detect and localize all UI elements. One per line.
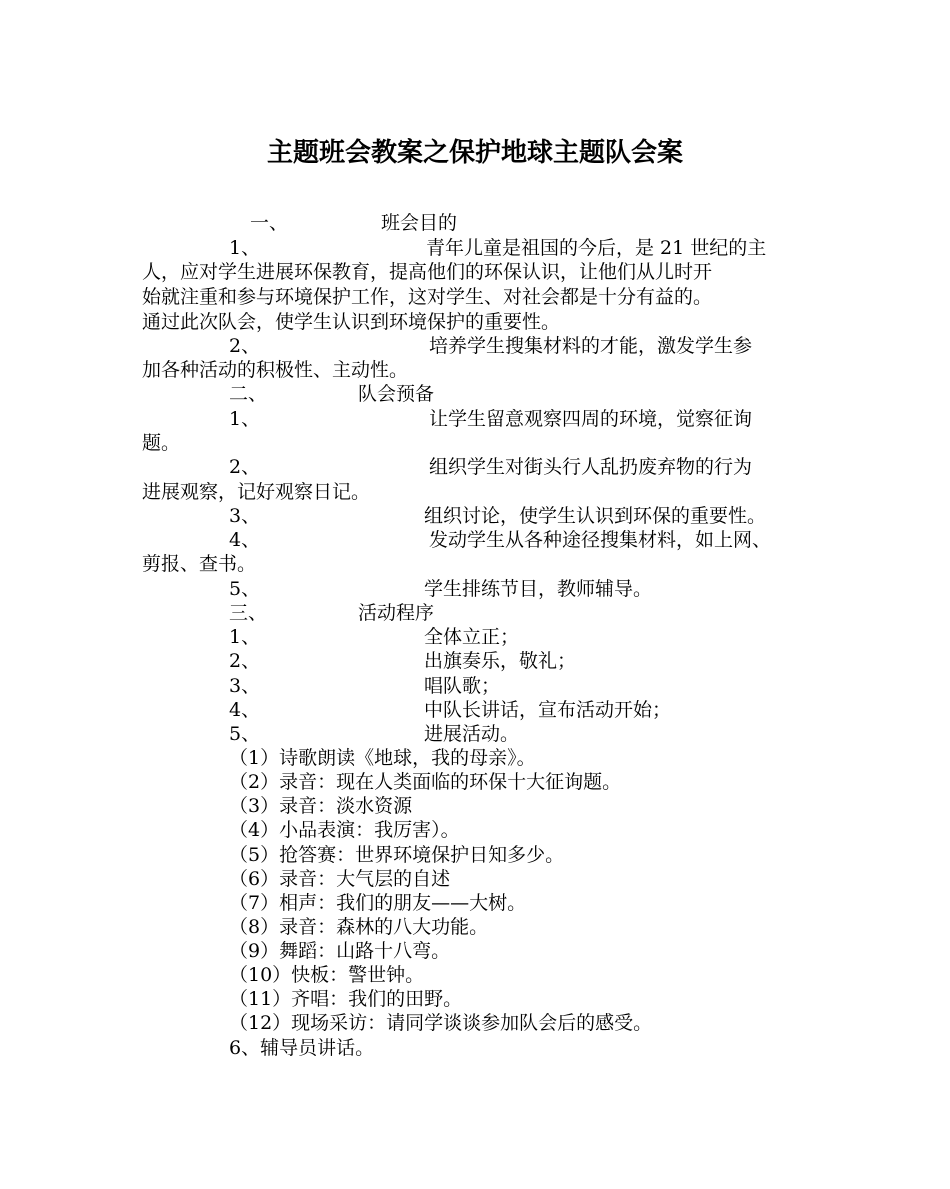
item-text-continued: 人，应对学生进展环保教育，提高他们的环保认识，让他们从儿时开: [142, 261, 713, 283]
item-number: 5、: [229, 578, 261, 600]
sub-item-text: （1）诗歌朗读《地球，我的母亲》。: [229, 747, 536, 769]
sub-item-text: （2）录音：现在人类面临的环保十大征询题。: [229, 771, 622, 793]
item-text: 出旗奏乐，敬礼；: [424, 650, 577, 672]
item-text-continued: 加各种活动的积极性、主动性。: [142, 359, 409, 381]
item-text-continued: 通过此次队会，使学生认识到环境保护的重要性。: [142, 311, 561, 333]
item-text-continued: 始就注重和参与环境保护工作，这对学生、对社会都是十分有益的。: [142, 286, 713, 308]
sub-item-text: （10）快板：警世钟。: [229, 964, 425, 986]
item-text: 全体立正；: [424, 626, 520, 648]
item-text-continued: 题。: [142, 432, 181, 454]
section-number: 三、: [229, 602, 268, 624]
section-heading: 班会目的: [381, 212, 458, 234]
item-number: 4、: [229, 529, 261, 551]
sub-item-text: （7）相声：我们的朋友——大树。: [229, 892, 527, 914]
item-text: 发动学生从各种途径搜集材料，如上网、: [429, 529, 772, 551]
item-text-continued: 进展观察，记好观察日记。: [142, 481, 371, 503]
sub-item-text: （3）录音：淡水资源: [229, 795, 413, 817]
item-text: 组织学生对街头行人乱扔废弃物的行为: [429, 456, 753, 478]
item-text: 进展活动。: [424, 723, 520, 745]
section-heading: 活动程序: [358, 602, 435, 624]
section-number: 二、: [229, 383, 268, 405]
item-text: 让学生留意观察四周的环境，觉察征询: [429, 408, 753, 430]
item-text: 中队长讲话，宣布活动开始；: [424, 699, 672, 721]
sub-item-text: （9）舞蹈：山路十八弯。: [229, 940, 451, 962]
item-number: 1、: [229, 626, 261, 648]
document-title: 主题班会教案之保护地球主题队会案: [266, 138, 683, 168]
item-text: 学生排练节目，教师辅导。: [424, 578, 653, 600]
section-heading: 队会预备: [358, 383, 435, 405]
item-number: 2、: [229, 335, 261, 357]
sub-item-text: （5）抢答赛：世界环境保护日知多少。: [229, 844, 565, 866]
item-number: 3、: [229, 675, 261, 697]
sub-item-text: （11）齐唱：我们的田野。: [229, 988, 463, 1010]
item-text-continued: 剪报、查书。: [142, 553, 257, 575]
item-number: 2、: [229, 456, 261, 478]
sub-item-text: （4）小品表演：我厉害）。: [229, 819, 460, 841]
item-number: 2、: [229, 650, 261, 672]
item-text: 组织讨论，使学生认识到环保的重要性。: [424, 505, 767, 527]
item-text: 6、辅导员讲话。: [229, 1037, 375, 1059]
item-text: 唱队歌；: [424, 675, 501, 697]
section-number: 一、: [250, 212, 289, 234]
item-text: 培养学生搜集材料的才能，激发学生参: [429, 335, 753, 357]
sub-item-text: （12）现场采访：请同学谈谈参加队会后的感受。: [229, 1012, 653, 1034]
item-text: 青年儿童是祖国的今后，是 21 世纪的主: [426, 237, 767, 259]
item-number: 4、: [229, 699, 261, 721]
item-number: 5、: [229, 723, 261, 745]
item-number: 1、: [229, 237, 261, 259]
sub-item-text: （8）录音：森林的八大功能。: [229, 916, 489, 938]
sub-item-text: （6）录音：大气层的自述: [229, 868, 451, 890]
item-number: 1、: [229, 408, 261, 430]
item-number: 3、: [229, 505, 261, 527]
